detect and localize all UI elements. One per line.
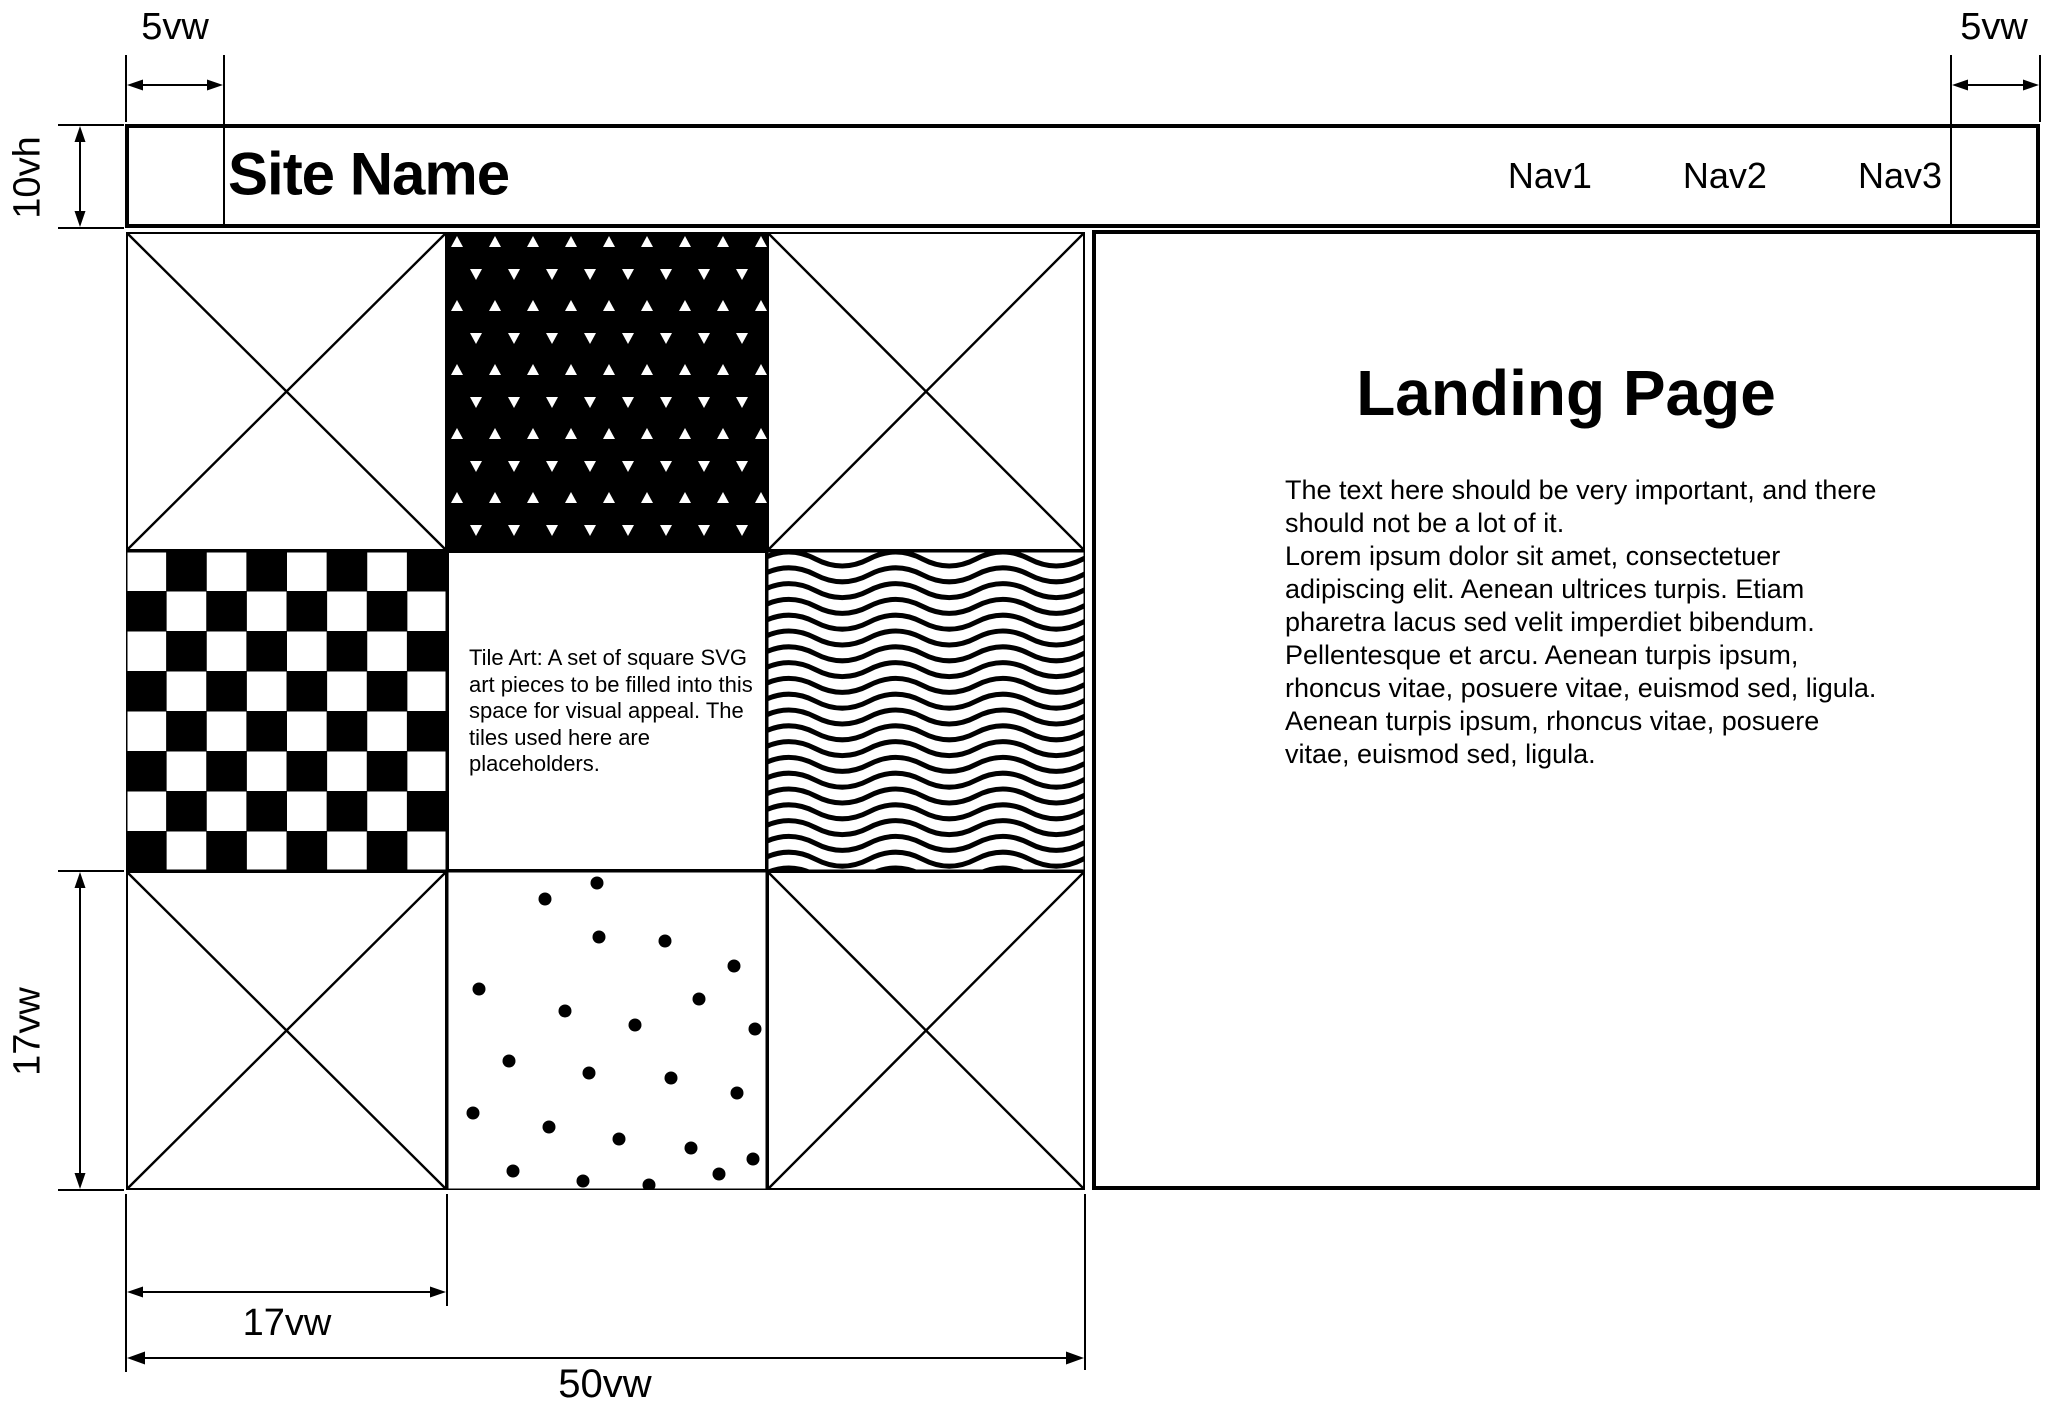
landing-page-text — [1285, 474, 1885, 771]
site-header — [125, 124, 2040, 228]
nav-bar — [1508, 128, 1942, 224]
nav-item-1[interactable]: Nav1 — [1507, 155, 1592, 196]
tile-art-note-text: Tile Art: A set of square SVG art pieces to be filled into this space for visual appeal. The tiles used here are placeholders. — [469, 645, 753, 776]
landing-page-title: Landing Page — [1356, 357, 1776, 429]
checkerboard-tile — [126, 551, 447, 871]
dim-label-margin-left: 5vw — [141, 6, 209, 48]
placeholder-x-tile-1 — [126, 232, 447, 551]
dim-label-tile-height: 17vw — [6, 987, 49, 1076]
nav-item-2[interactable]: Nav2 — [1682, 155, 1767, 196]
site-name: Site Name — [228, 140, 510, 208]
dim-label-grid-width: 50vw — [558, 1362, 652, 1406]
tile-art-note — [447, 551, 767, 871]
nav-item-3[interactable]: Nav3 — [1857, 155, 1942, 196]
dim-label-header-height: 10vh — [6, 136, 49, 219]
placeholder-x-tile-2 — [767, 232, 1085, 551]
dim-label-margin-right: 5vw — [1960, 6, 2028, 48]
dots-pattern-tile — [447, 871, 767, 1190]
landing-panel — [1092, 230, 2040, 1190]
landing-body-paragraph: Lorem ipsum dolor sit amet, consectetuer adipiscing elit. Aenean ultrices turpis. Etiam pharetra lacus sed velit imperdiet bibendum. Pellentesque et arcu. Aenean turpis ipsum, rhoncus vitae, posuere vitae, euismod sed, ligula. Aenean turpis ipsum, rhoncus vitae, posuere vitae, euismod sed, ligula. — [1285, 541, 1877, 769]
dim-label-tile-width: 17vw — [242, 1302, 332, 1344]
wave-pattern-tile — [767, 551, 1085, 871]
placeholder-x-tile-3 — [126, 871, 447, 1190]
landing-intro-paragraph: The text here should be very important, and there should not be a lot of it. — [1285, 475, 1877, 538]
placeholder-x-tile-4 — [767, 871, 1085, 1190]
triangle-pattern-tile — [447, 232, 767, 551]
